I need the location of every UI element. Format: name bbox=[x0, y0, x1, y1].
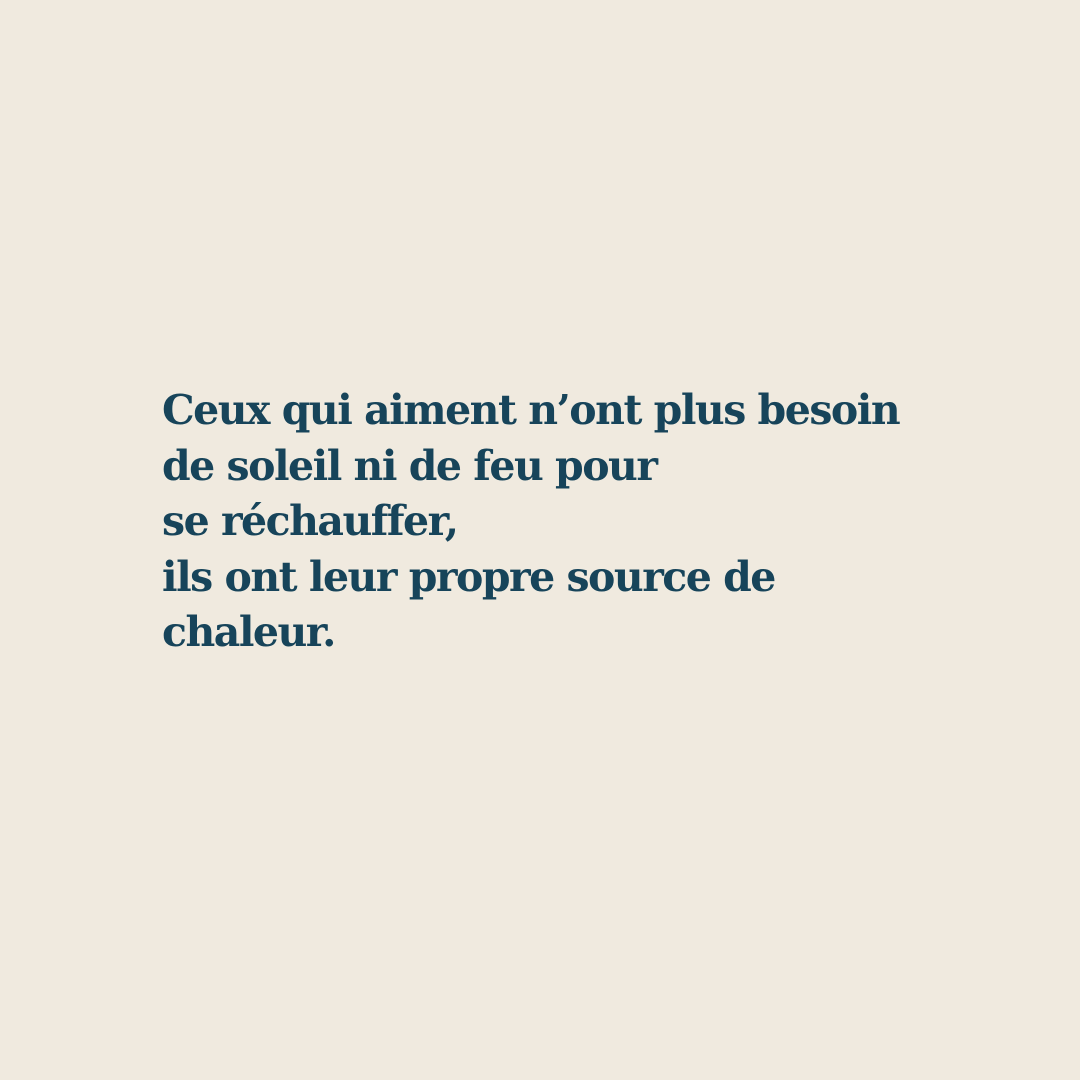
quote-line-3: se réchauffer, bbox=[162, 497, 458, 545]
quote-line-1: Ceux qui aiment n’ont plus besoin bbox=[162, 386, 900, 434]
quote-text bbox=[162, 383, 1022, 661]
quote-line-2: de soleil ni de feu pour bbox=[162, 441, 657, 490]
quote-line-5: chaleur. bbox=[162, 608, 335, 656]
quote-line-4: ils ont leur propre source de bbox=[162, 552, 775, 601]
